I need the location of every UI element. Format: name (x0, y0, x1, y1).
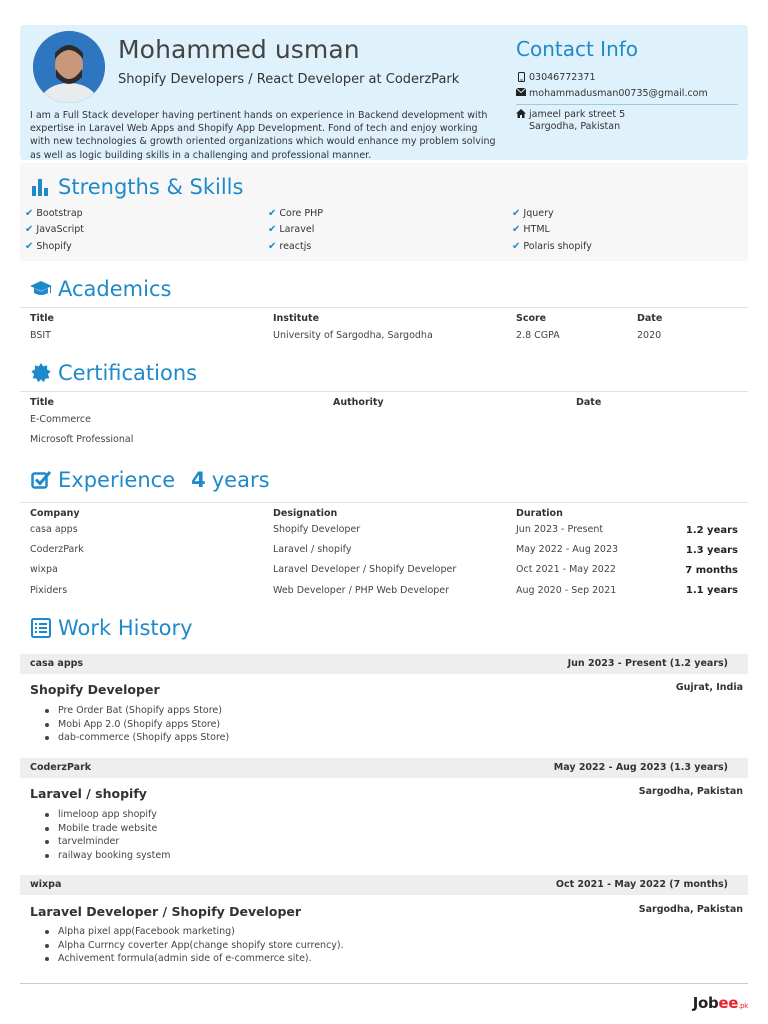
work-role: Laravel / shopify (30, 786, 147, 801)
work-entry-header (20, 758, 748, 778)
table-header: Date (637, 313, 663, 324)
skill-item: ✔ Jquery (512, 208, 554, 219)
list-item: Mobi App 2.0 (Shopify apps Store) (45, 718, 229, 732)
check-icon: ✔ (25, 241, 34, 252)
table-cell: 2020 (637, 330, 662, 341)
list-item: dab-commerce (Shopify apps Store) (45, 731, 229, 745)
contact-email (516, 88, 708, 99)
bar-chart-icon (30, 176, 52, 198)
work-company: casa apps (30, 658, 84, 669)
work-role: Laravel Developer / Shopify Developer (30, 904, 302, 919)
footer-divider (20, 983, 748, 984)
list-item: Alpha Currncy coverter App(change shopify store currency). (45, 939, 344, 953)
list-item: railway booking system (45, 849, 170, 863)
table-cell: Microsoft Professional (30, 434, 134, 445)
list-item: Achivement formula(admin side of e-commerce site). (45, 952, 344, 966)
table-header: Institute (273, 313, 320, 324)
contact-divider (516, 104, 738, 105)
work-duration: May 2022 - Aug 2023 (1.3 years) (553, 762, 728, 773)
list-icon (30, 617, 52, 639)
skills-title: Strengths & Skills (58, 175, 244, 199)
profile-header (20, 25, 748, 160)
work-items (45, 704, 229, 745)
work-location: Sargodha, Pakistan (638, 786, 743, 797)
email-address[interactable]: mohammadusman00735@gmail.com (529, 88, 708, 99)
check-square-icon (30, 469, 52, 491)
section-divider (20, 502, 748, 503)
work-duration: Jun 2023 - Present (1.2 years) (567, 658, 728, 669)
experience-years-value: 4 (191, 468, 206, 492)
table-header: Score (516, 313, 547, 324)
address-line-1: jameel park street 5 (529, 109, 626, 120)
work-location: Gujrat, India (675, 682, 743, 693)
address-line-2: Sargodha, Pakistan (529, 121, 621, 132)
badge-icon (30, 362, 52, 384)
table-cell: BSIT (30, 330, 51, 341)
phone-number: 03046772371 (529, 72, 596, 83)
profile-photo (33, 31, 105, 103)
certifications-title: Certifications (58, 361, 198, 385)
work-items (45, 808, 170, 862)
work-role: Shopify Developer (30, 682, 160, 697)
table-header: Authority (333, 397, 384, 408)
table-cell: 2.8 CGPA (516, 330, 560, 341)
skill-item: ✔ Laravel (268, 224, 315, 235)
skill-item: ✔ Polaris shopify (512, 241, 592, 252)
check-icon: ✔ (25, 208, 34, 219)
check-icon: ✔ (268, 208, 277, 219)
section-divider (20, 307, 748, 308)
list-item: Pre Order Bat (Shopify apps Store) (45, 704, 229, 718)
work-location: Sargodha, Pakistan (638, 904, 743, 915)
skill-item: ✔ Bootstrap (25, 208, 83, 219)
candidate-summary: I am a Full Stack developer having pertinent hands on experience in Backend development with expertise in Laravel Web Apps and Shopify App Development. Fond of tech and enjoy working with new technologies & growth oriented organizations which would enhance my problem solving as well as logic building skills in a challenging and professional manner. (30, 110, 496, 161)
contact-address (516, 109, 625, 132)
skill-item: ✔ Shopify (25, 241, 72, 252)
phone-icon (516, 72, 526, 85)
check-icon: ✔ (25, 224, 34, 235)
work-duration: Oct 2021 - May 2022 (7 months) (555, 879, 728, 890)
skill-item: ✔ HTML (512, 224, 550, 235)
experience-years-label: years (211, 468, 270, 492)
list-item: Alpha pixel app(Facebook marketing) (45, 925, 344, 939)
table-header: Title (30, 313, 54, 324)
contact-info-title: Contact Info (516, 37, 639, 61)
table-cell: E-Commerce (30, 414, 91, 425)
list-item: tarvelminder (45, 835, 170, 849)
graduation-cap-icon (30, 278, 52, 300)
table-header: Company (30, 508, 80, 519)
skill-item: ✔ JavaScript (25, 224, 85, 235)
check-icon: ✔ (512, 208, 521, 219)
table-header: Designation (273, 508, 338, 519)
jobee-logo[interactable]: Jobee.pk (692, 994, 748, 1012)
table-header: Date (576, 397, 602, 408)
contact-phone (516, 72, 596, 85)
table-cell: University of Sargodha, Sargodha (273, 330, 433, 341)
academics-title: Academics (58, 277, 172, 301)
check-icon: ✔ (512, 224, 521, 235)
section-divider (20, 391, 748, 392)
list-item: limeloop app shopify (45, 808, 170, 822)
work-history-title: Work History (58, 616, 193, 640)
work-entry-header (20, 875, 748, 895)
work-entry-header (20, 654, 748, 674)
check-icon: ✔ (512, 241, 521, 252)
table-header: Title (30, 397, 54, 408)
table-header: Duration (516, 508, 563, 519)
list-item: Mobile trade website (45, 822, 170, 836)
check-icon: ✔ (268, 241, 277, 252)
mail-icon (516, 88, 526, 99)
candidate-name: Mohammed usman (118, 35, 360, 64)
skill-item: ✔ Core PHP (268, 208, 323, 219)
check-icon: ✔ (268, 224, 277, 235)
work-company: CoderzPark (30, 762, 92, 773)
skills-heading (30, 175, 243, 199)
skill-item: ✔ reactjs (268, 241, 312, 252)
work-items (45, 925, 344, 966)
certifications-heading (30, 361, 197, 385)
academics-heading (30, 277, 171, 301)
candidate-headline: Shopify Developers / React Developer at CoderzPark (118, 72, 460, 87)
work-history-heading (30, 616, 193, 640)
experience-heading (30, 468, 270, 492)
home-icon (516, 109, 526, 121)
work-company: wixpa (30, 879, 62, 890)
experience-title: Experience (58, 468, 176, 492)
